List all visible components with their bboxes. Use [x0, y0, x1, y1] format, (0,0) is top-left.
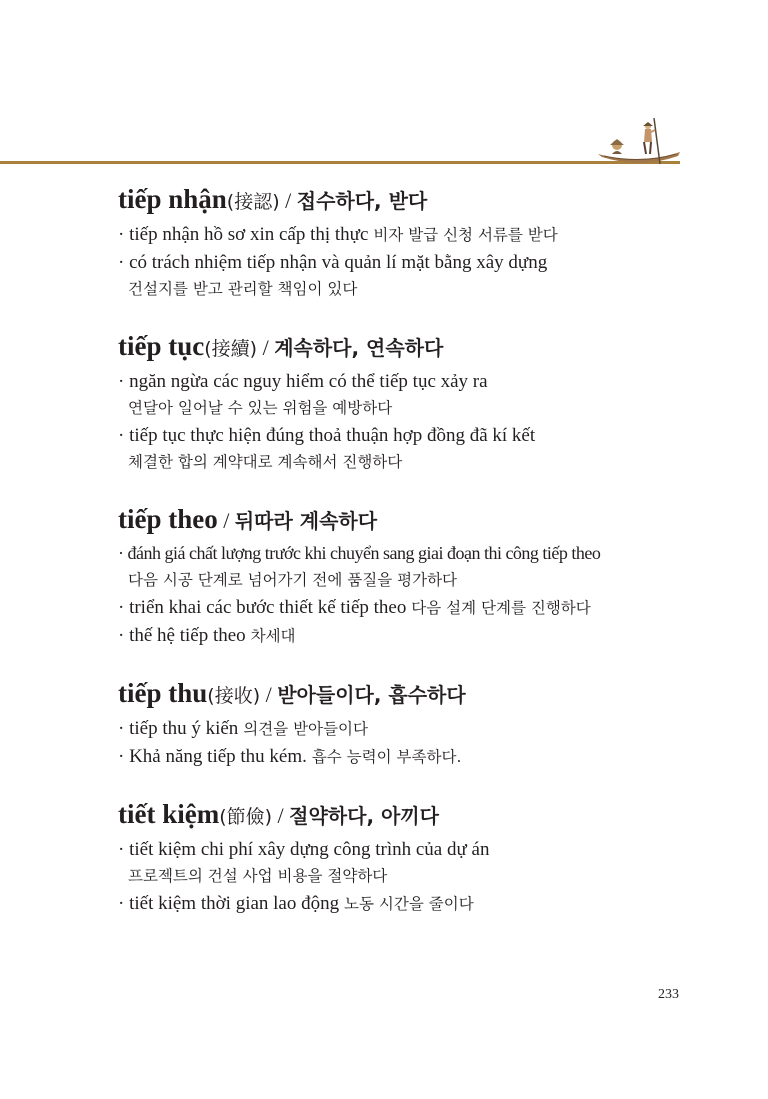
korean-translation: 비자 발급 신청 서류를 받다: [368, 226, 558, 244]
hanja: (接續): [204, 338, 258, 360]
korean-translation: 프로젝트의 건설 사업 비용을 절약하다: [128, 867, 388, 885]
korean-translation: 체결한 합의 계약대로 계속해서 진행하다: [128, 453, 403, 471]
korean-translation: 의견을 받아들이다: [238, 720, 368, 738]
example-line: · triển khai các bước thiết kế tiếp theo 다음 설계 단계를 진행하다: [118, 597, 591, 618]
entry-headword-line: [118, 500, 698, 540]
example-line: · tiết kiệm chi phí xây dựng công trình của dự án: [118, 839, 490, 860]
korean-translation: 다음 시공 단계로 넘어가기 전에 품질을 평가하다: [128, 571, 458, 589]
hanja: (節儉): [219, 806, 273, 828]
headword: tiếp theo: [118, 504, 218, 534]
korean-translation: 다음 설계 단계를 진행하다: [406, 599, 591, 617]
example-line: · tiếp thu ý kiến 의견을 받아들이다: [118, 718, 368, 739]
separator: /: [257, 335, 275, 360]
boatman-illustration: [596, 114, 686, 166]
separator: /: [260, 682, 278, 707]
hanja: (接收): [207, 685, 261, 707]
example-line: · tiếp tục thực hiện đúng thoả thuận hợp đồng đã kí kết: [118, 425, 536, 446]
entry-headword-line: [118, 327, 698, 368]
entry-headword-line: [118, 674, 698, 715]
korean-meaning: 계속하다, 연속하다: [274, 336, 444, 360]
headword: tiếp tục: [118, 331, 205, 361]
example-line: · đánh giá chất lượng trước khi chuyển sang giai đoạn thi công tiếp theo: [118, 543, 601, 563]
headword: tiếp thu: [118, 678, 208, 708]
separator: /: [217, 508, 235, 533]
vocab-entry: [118, 795, 698, 918]
page-number: 233: [658, 987, 679, 1002]
header-rule: [0, 161, 680, 164]
korean-translation: 건설지를 받고 관리할 책임이 있다: [128, 280, 358, 298]
headword: tiết kiệm: [118, 799, 220, 829]
separator: /: [279, 188, 297, 213]
entry-headword-line: [118, 180, 698, 221]
headword: tiếp nhận: [118, 184, 227, 214]
example-line: · tiếp nhận hồ sơ xin cấp thị thực 비자 발급 신청 서류를 받다: [118, 224, 558, 245]
vocab-entry: [118, 327, 698, 476]
example-line: · có trách nhiệm tiếp nhận và quản lí mặt bằng xây dựng: [118, 252, 548, 273]
vocab-entry: [118, 180, 698, 303]
korean-translation: 차세대: [245, 627, 296, 645]
separator: /: [272, 803, 290, 828]
hanja: (接認): [226, 191, 280, 213]
korean-translation: 노동 시간을 줄이다: [339, 895, 474, 913]
korean-translation: 연달아 일어날 수 있는 위험을 예방하다: [128, 399, 393, 417]
example-line: · Khả năng tiếp thu kém. 흡수 능력이 부족하다.: [118, 746, 462, 767]
vocab-entry: [118, 500, 698, 650]
korean-translation: 흡수 능력이 부족하다.: [306, 748, 462, 766]
example-line: · ngăn ngừa các nguy hiểm có thể tiếp tục xảy ra: [118, 371, 488, 392]
korean-meaning: 접수하다, 받다: [296, 189, 428, 213]
vocab-list: [118, 180, 698, 942]
example-line: · thế hệ tiếp theo 차세대: [118, 625, 296, 646]
korean-meaning: 받아들이다, 흡수하다: [277, 683, 466, 707]
vocab-entry: [118, 674, 698, 771]
korean-meaning: 절약하다, 아끼다: [289, 804, 439, 828]
entry-headword-line: [118, 795, 698, 836]
example-line: · tiết kiệm thời gian lao động 노동 시간을 줄이다: [118, 893, 474, 914]
korean-meaning: 뒤따라 계속하다: [234, 509, 378, 533]
